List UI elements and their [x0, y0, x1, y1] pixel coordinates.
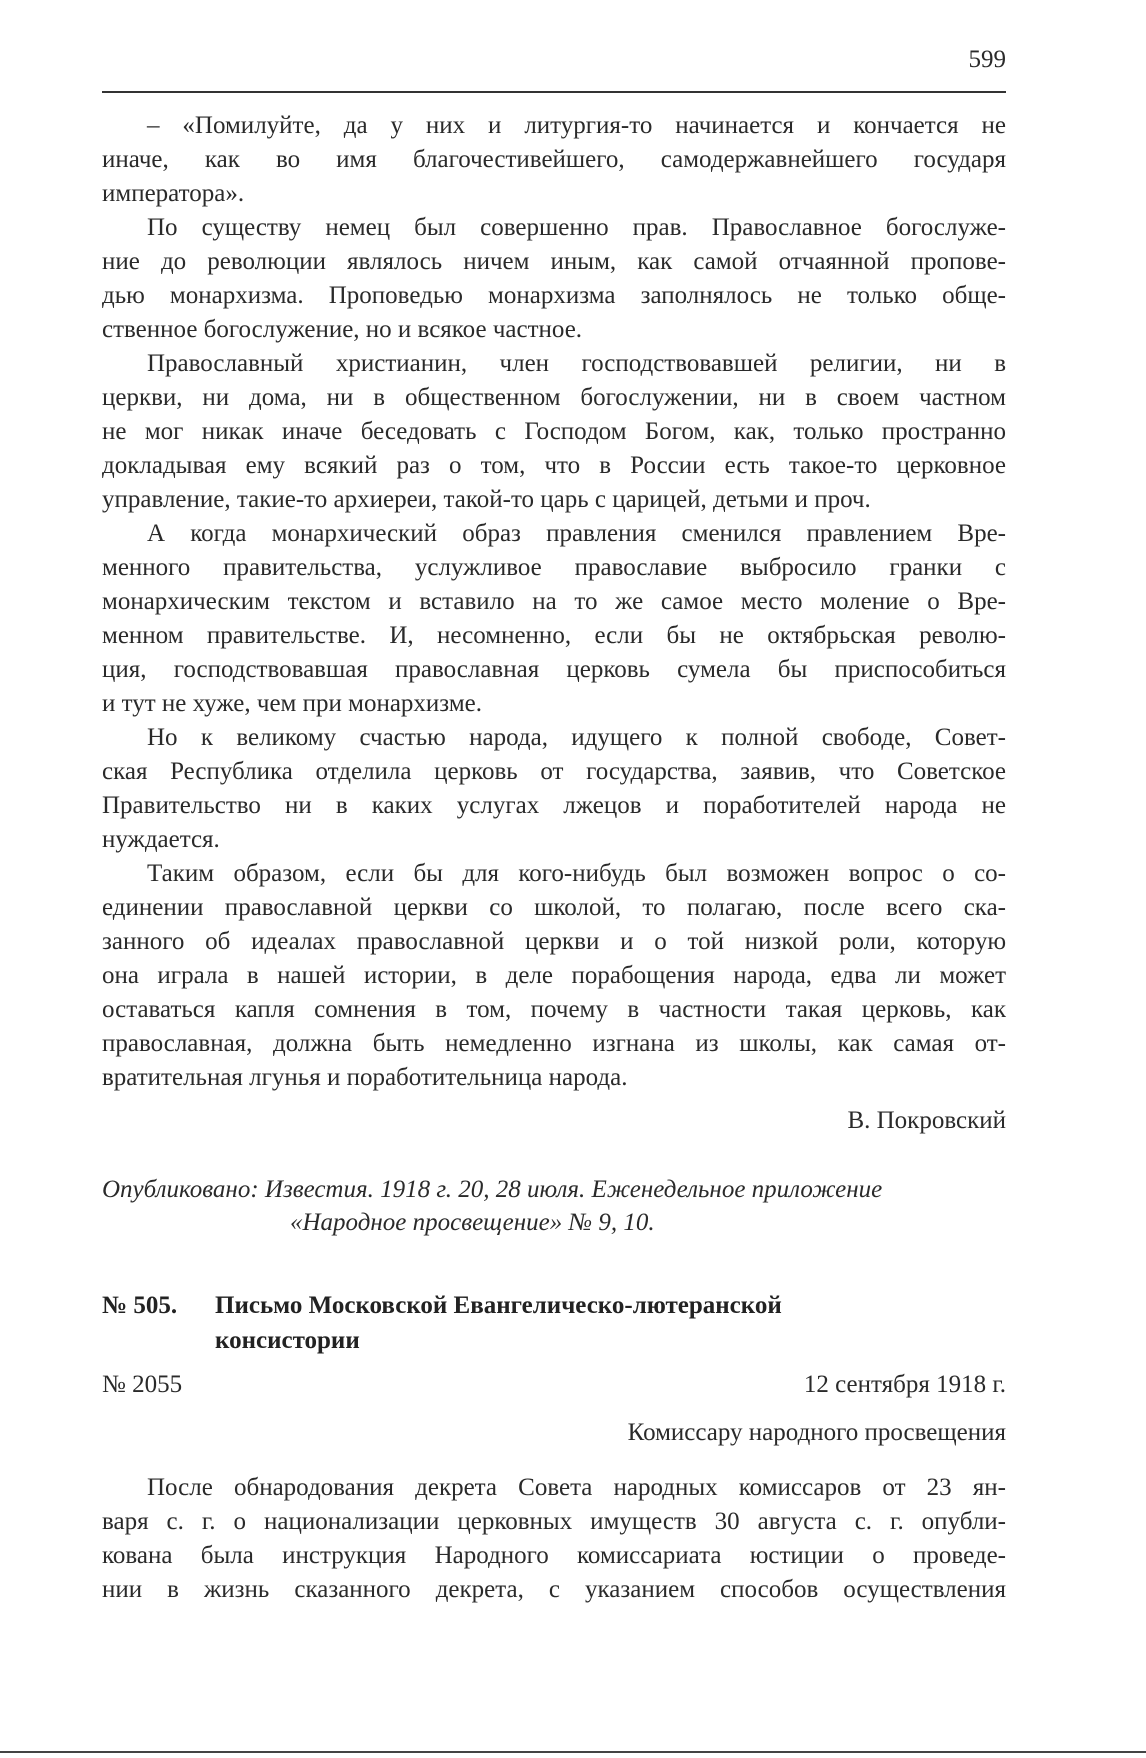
publication-note-line2: «Народное просвещение» № 9, 10.: [290, 1209, 655, 1236]
header-rule: [102, 91, 1006, 93]
text-line: ственное богослужение, но и всякое частное.: [102, 316, 583, 343]
text-line: православная, должна быть немедленно изгнана из школы, как самая от-: [102, 1030, 1006, 1057]
addressee: Комиссару народного просвещения: [627, 1419, 1006, 1446]
text-line: А когда монархический образ правления сменился правлением Вре-: [147, 520, 1006, 547]
text-line: кована была инструкция Народного комиссариата юстиции о проведе-: [102, 1542, 1006, 1569]
document-title-line2: консистории: [215, 1327, 360, 1354]
text-line: императора».: [102, 180, 245, 207]
text-line: менного правительства, услужливое православие выбросило гранки с: [102, 554, 1006, 581]
text-line: монархическим текстом и вставило на то же самое место моление о Вре-: [102, 588, 1006, 615]
text-line: управление, такие-то архиереи, такой-то царь с царицей, детьми и проч.: [102, 486, 871, 513]
text-line: Православный христианин, член господствовавшей религии, ни в: [147, 350, 1006, 377]
text-line: дью монархизма. Проповедью монархизма заполнялось не только обще-: [102, 282, 1006, 309]
document-number: № 505.: [102, 1292, 178, 1319]
text-line: варя с. г. о национализации церковных имуществ 30 августа с. г. опубли-: [102, 1508, 1006, 1535]
text-line: иначе, как во имя благочестивейшего, самодержавнейшего государя: [102, 146, 1006, 173]
text-line: оставаться капля сомнения в том, почему в частности такая церковь, как: [102, 996, 1006, 1023]
text-line: менном правительстве. И, несомненно, если бы не октябрьская револю-: [102, 622, 1006, 649]
document-title-line1: Письмо Московской Евангелическо-лютеранской: [215, 1292, 782, 1319]
text-line: нии в жизнь сказанного декрета, с указанием способов осуществления: [102, 1576, 1006, 1603]
page-bottom-edge: [0, 1751, 1146, 1753]
text-line: ская Республика отделила церковь от государства, заявив, что Советское: [102, 758, 1006, 785]
text-line: По существу немец был совершенно прав. Православное богослуже-: [147, 214, 1006, 241]
text-line: и тут не хуже, чем при монархизме.: [102, 690, 482, 717]
publication-note-line1: Опубликовано: Известия. 1918 г. 20, 28 июля. Еженедельное приложение: [102, 1176, 883, 1203]
text-line: ция, господствовавшая православная церковь сумела бы приспособиться: [102, 656, 1006, 683]
text-line: единении православной церкви со школой, то полагаю, после всего ска-: [102, 894, 1006, 921]
text-line: Таким образом, если бы для кого-нибудь был возможен вопрос о со-: [147, 860, 1006, 887]
text-line: не мог никак иначе беседовать с Господом Богом, как, только пространно: [102, 418, 1006, 445]
text-line: ние до революции являлось ничем иным, как самой отчаянной пропове-: [102, 248, 1006, 275]
text-line: вратительная лгунья и поработительница народа.: [102, 1064, 628, 1091]
text-line: она играла в нашей истории, в деле порабощения народа, едва ли может: [102, 962, 1006, 989]
text-line: нуждается.: [102, 826, 220, 853]
text-line: После обнародования декрета Совета народных комиссаров от 23 ян-: [147, 1474, 1006, 1501]
text-line: – «Помилуйте, да у них и литургия-то начинается и кончается не: [147, 112, 1006, 139]
text-line: занного об идеалах православной церкви и о той низкой роли, которую: [102, 928, 1006, 955]
text-line: Правительство ни в каких услугах лжецов и поработителей народа не: [102, 792, 1006, 819]
signature: В. Покровский: [847, 1107, 1006, 1134]
text-line: докладывая ему всякий раз о том, что в России есть такое-то церковное: [102, 452, 1006, 479]
text-line: церкви, ни дома, ни в общественном богослужении, ни в своем частном: [102, 384, 1006, 411]
page-number: 599: [968, 46, 1006, 73]
text-line: Но к великому счастью народа, идущего к полной свободе, Совет-: [147, 724, 1006, 751]
document-date: 12 сентября 1918 г.: [803, 1371, 1006, 1398]
reference-number: № 2055: [102, 1371, 183, 1398]
